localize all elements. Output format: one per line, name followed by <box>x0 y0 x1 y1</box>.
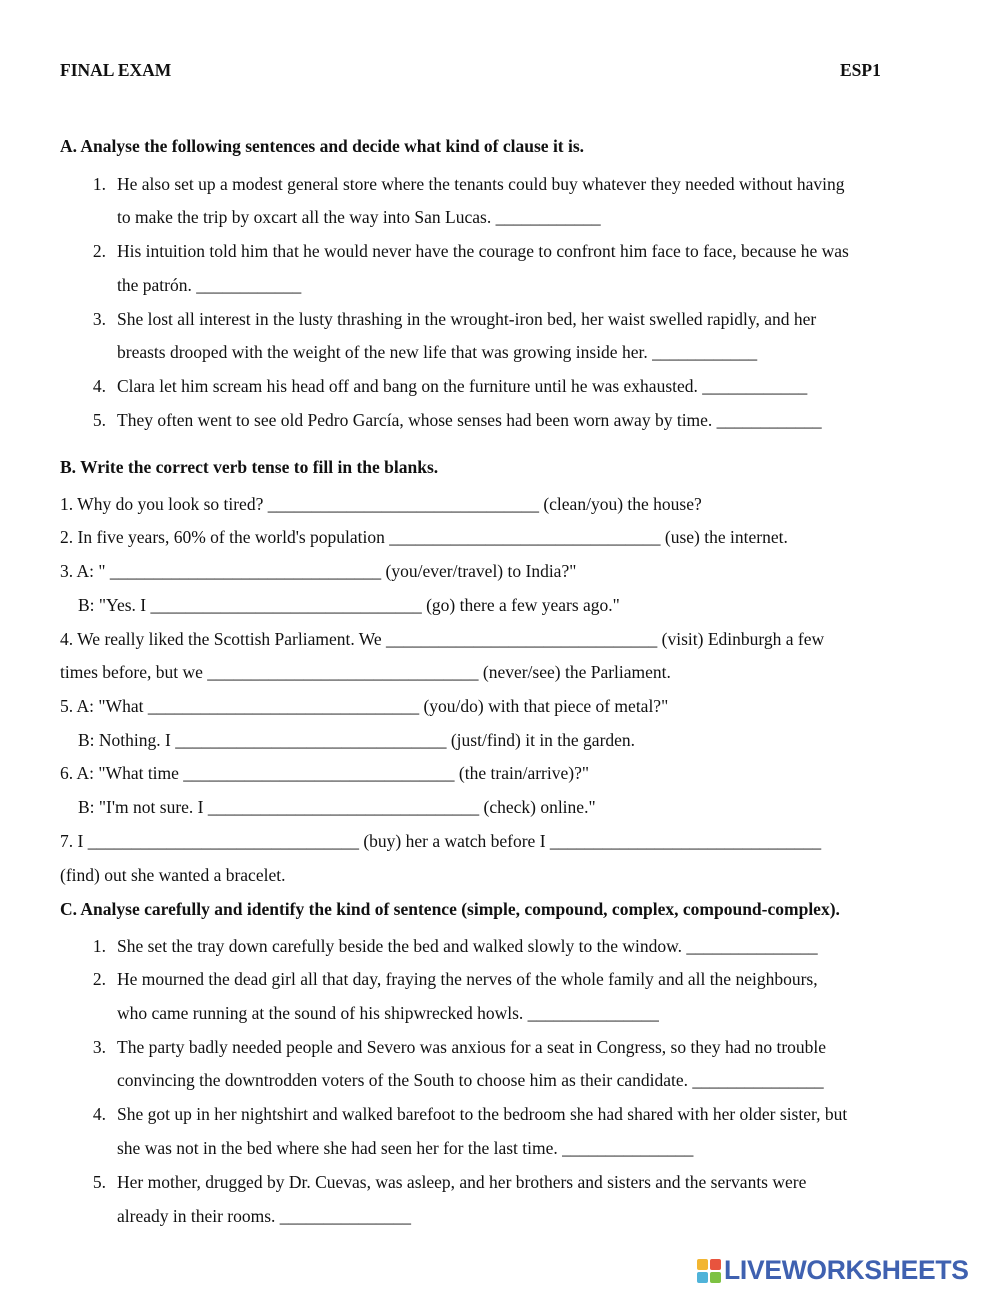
c-item-4-line-2[interactable]: she was not in the bed where she had seen her for the last time. _______________ <box>117 1138 694 1158</box>
c-item-4-num: 4. <box>92 1104 106 1124</box>
a-item-1-num: 1. <box>92 174 106 194</box>
a-item-3-line-1: She lost all interest in the lusty thrashing in the wrought-iron bed, her waist swelled rapidly, and her <box>117 309 817 329</box>
b-line-7[interactable]: 5. A: "What _______________________________ (you/do) with that piece of metal?" <box>60 696 669 716</box>
b-line-5[interactable]: 4. We really liked the Scottish Parliament. We _______________________________ (visit) Edinburgh a few <box>60 629 825 649</box>
b-line-4[interactable]: B: "Yes. I _______________________________ (go) there a few years ago." <box>78 595 620 615</box>
c-item-3-line-1: The party badly needed people and Severo was anxious for a seat in Congress, so they had no trouble <box>117 1037 827 1057</box>
course-code: ESP1 <box>840 60 881 80</box>
a-item-4-num: 4. <box>92 376 106 396</box>
exam-title: FINAL EXAM <box>60 60 172 80</box>
b-line-10[interactable]: B: "I'm not sure. I _______________________________ (check) online." <box>78 797 596 817</box>
c-item-5-line-1: Her mother, drugged by Dr. Cuevas, was asleep, and her brothers and sisters and the servants were <box>117 1172 807 1192</box>
a-item-2-num: 2. <box>92 241 106 261</box>
b-line-9[interactable]: 6. A: "What time _______________________________ (the train/arrive)?" <box>60 763 589 783</box>
c-item-2-line-2[interactable]: who came running at the sound of his shipwrecked howls. _______________ <box>117 1003 659 1023</box>
b-line-11[interactable]: 7. I _______________________________ (buy) her a watch before I _______________________________ <box>60 831 822 851</box>
liveworksheets-logo[interactable] <box>697 1256 997 1284</box>
section-a-heading: A. Analyse the following sentences and decide what kind of clause it is. <box>60 136 585 156</box>
c-item-1-line-1[interactable]: She set the tray down carefully beside the bed and walked slowly to the window. _______________ <box>117 936 818 956</box>
b-line-6[interactable]: times before, but we _______________________________ (never/see) the Parliament. <box>60 662 671 682</box>
a-item-3-num: 3. <box>92 309 106 329</box>
a-item-1-line-2[interactable]: to make the trip by oxcart all the way into San Lucas. ____________ <box>117 207 601 227</box>
section-b-heading: B. Write the correct verb tense to fill in the blanks. <box>60 457 439 477</box>
liveworksheets-logo-icon <box>697 1259 723 1283</box>
logo-text: LIVEWORKSHEETS <box>724 1255 969 1285</box>
c-item-3-num: 3. <box>92 1037 106 1057</box>
c-item-2-line-1: He mourned the dead girl all that day, fraying the nerves of the whole family and all the neighbours, <box>117 969 818 989</box>
c-item-3-line-2[interactable]: convincing the downtrodden voters of the South to choose him as their candidate. _______________ <box>117 1070 824 1090</box>
c-item-4-line-1: She got up in her nightshirt and walked barefoot to the bedroom she had shared with her older sister, but <box>117 1104 848 1124</box>
c-item-2-num: 2. <box>92 969 106 989</box>
section-c-heading: C. Analyse carefully and identify the kind of sentence (simple, compound, complex, compound-complex). <box>60 899 840 919</box>
c-item-5-line-2[interactable]: already in their rooms. _______________ <box>117 1206 412 1226</box>
b-line-12: (find) out she wanted a bracelet. <box>60 865 286 885</box>
b-line-8[interactable]: B: Nothing. I _______________________________ (just/find) it in the garden. <box>78 730 636 750</box>
b-line-3[interactable]: 3. A: " _______________________________ (you/ever/travel) to India?" <box>60 561 577 581</box>
a-item-1-line-1: He also set up a modest general store where the tenants could buy whatever they needed without having <box>117 174 845 194</box>
a-item-3-line-2[interactable]: breasts drooped with the weight of the new life that was growing inside her. ____________ <box>117 342 758 362</box>
b-line-2[interactable]: 2. In five years, 60% of the world's population _______________________________ (use) the internet. <box>60 527 788 547</box>
a-item-2-line-2[interactable]: the patrón. ____________ <box>117 275 302 295</box>
b-line-1[interactable]: 1. Why do you look so tired? _______________________________ (clean/you) the house? <box>60 494 702 514</box>
c-item-5-num: 5. <box>92 1172 106 1192</box>
c-item-1-num: 1. <box>92 936 106 956</box>
a-item-5-num: 5. <box>92 410 106 430</box>
a-item-5-line-1[interactable]: They often went to see old Pedro García, whose senses had been worn away by time. ____________ <box>117 410 822 430</box>
a-item-2-line-1: His intuition told him that he would never have the courage to confront him face to face, because he was <box>117 241 849 261</box>
a-item-4-line-1[interactable]: Clara let him scream his head off and bang on the furniture until he was exhausted. ____________ <box>117 376 808 396</box>
